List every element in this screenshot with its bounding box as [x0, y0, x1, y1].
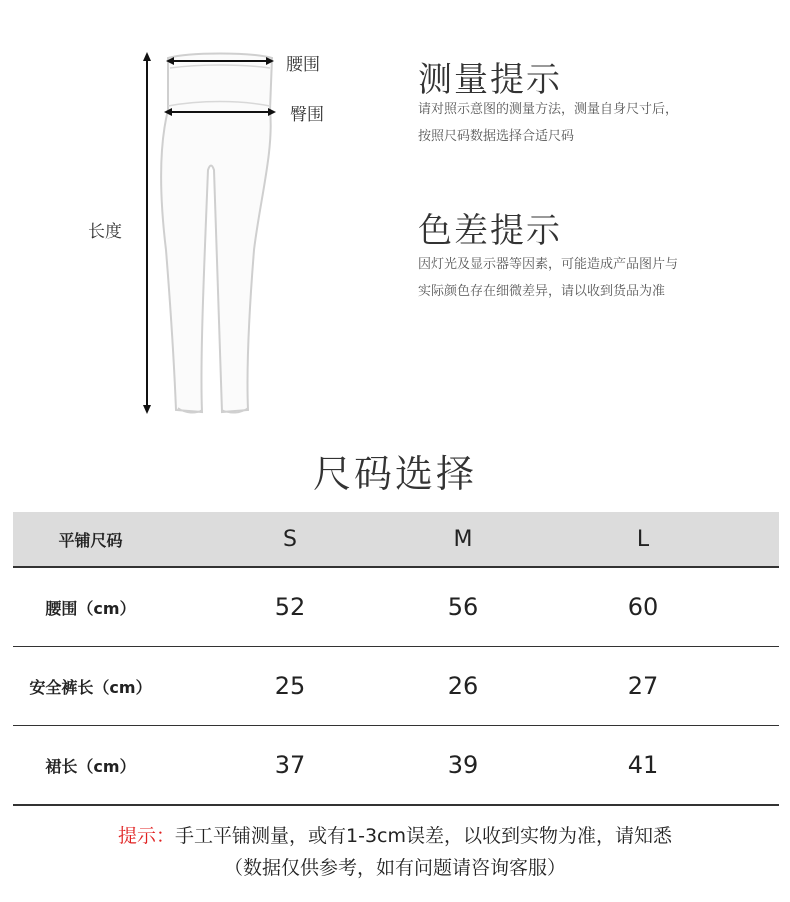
table-cell: 25 — [274, 672, 306, 700]
table-cell: 52 — [274, 593, 306, 621]
header-cell-m: M — [453, 526, 473, 552]
measure-tip-text: 请对照示意图的测量方法，测量自身尺寸后， 按照尺码数据选择合适尺码 — [418, 102, 679, 144]
measure-tip-title: 测量提示 — [418, 60, 562, 100]
color-tip-title: 色差提示 — [418, 211, 562, 251]
color-tip-text: 因灯光及显示器等因素，可能造成产品图片与 实际颜色存在细微差异，请以收到货品为准 — [418, 257, 679, 299]
measurement-note — [0, 821, 790, 848]
table-row — [13, 568, 779, 647]
table-cell: 39 — [447, 751, 479, 779]
length-label: 长度 — [88, 222, 122, 242]
row-label: 腰围（cm） — [45, 598, 136, 618]
table-header-row — [13, 512, 779, 568]
note-line-1: 手工平铺测量，或有1-3cm误差，以收到实物为准，请知悉 — [175, 825, 672, 847]
header-cell-s: S — [283, 526, 297, 552]
header-cell-l: L — [636, 526, 650, 552]
waist-label: 腰围 — [286, 55, 320, 75]
row-label: 裙长（cm） — [45, 756, 136, 776]
leggings-shape — [161, 54, 272, 413]
size-section-title: 尺码选择 — [312, 452, 477, 496]
leggings-diagram — [130, 40, 370, 430]
table-cell: 56 — [447, 593, 479, 621]
table-row — [13, 726, 779, 806]
table-cell: 37 — [274, 751, 306, 779]
note-line-2: （数据仅供参考，如有问题请咨询客服） — [223, 857, 566, 879]
row-label: 安全裤长（cm） — [29, 677, 152, 697]
table-cell: 60 — [627, 593, 659, 621]
header-cell: 平铺尺码 — [58, 530, 123, 550]
table-row — [13, 647, 779, 726]
table-cell: 41 — [627, 751, 659, 779]
table-cell: 26 — [447, 672, 479, 700]
hip-label: 臀围 — [290, 105, 324, 125]
table-cell: 27 — [627, 672, 659, 700]
size-table — [13, 512, 779, 806]
note-prefix: 提示： — [117, 825, 175, 847]
